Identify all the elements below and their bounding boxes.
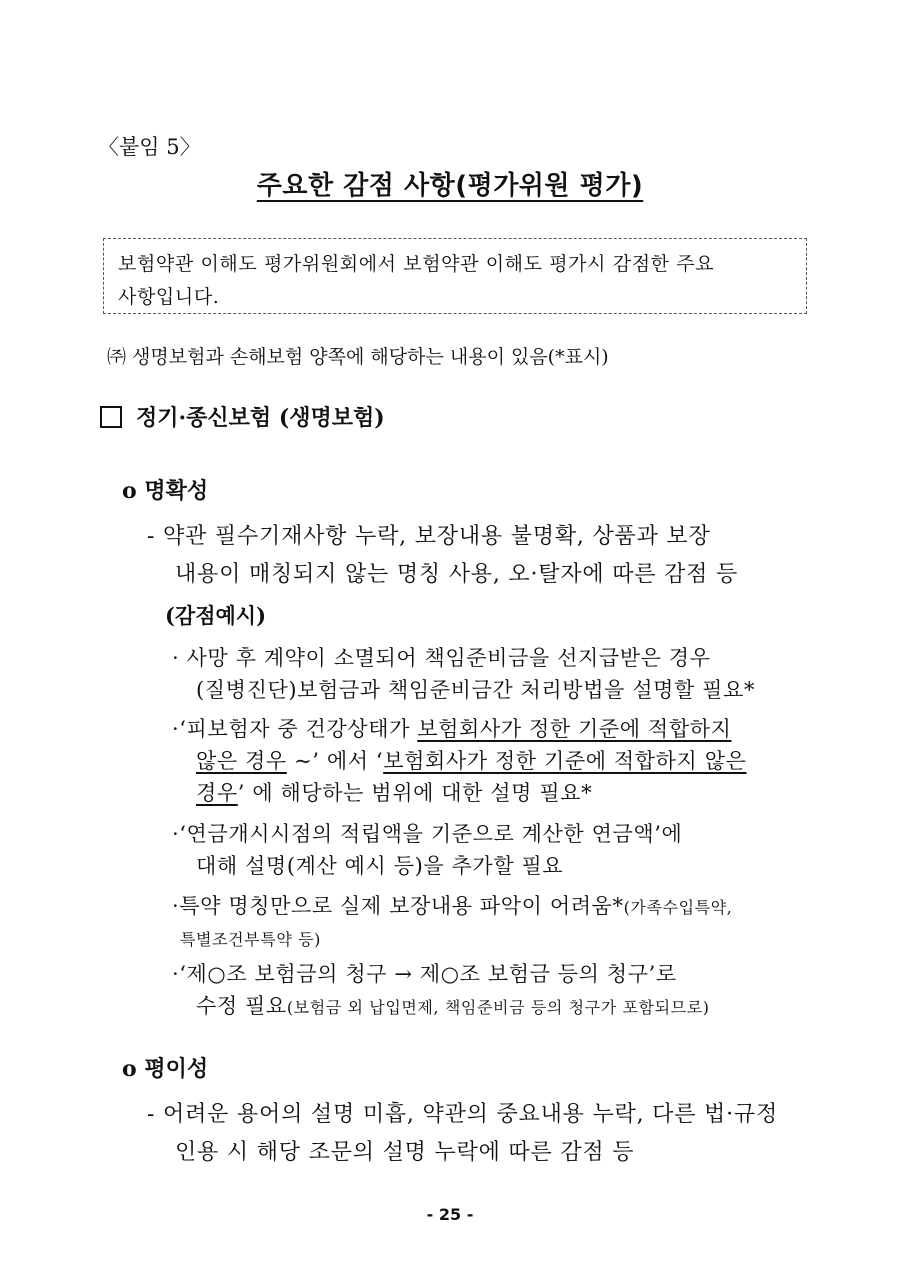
example-2-text-3b: ’ 에 해당하는 범위에 대한 설명 필요*	[237, 781, 593, 805]
clarity-desc-line-1: - 약관 필수기재사항 누락, 보장내용 불명확, 상품과 보장	[147, 524, 711, 549]
example-2-underlined-4: 경우	[196, 781, 238, 805]
clarity-description	[147, 518, 738, 594]
example-2-text-1a: ·‘피보험자 중 건강상태가	[172, 717, 418, 741]
example-2-underlined-1: 보험회사가 정한 기준에 적합하지	[417, 717, 732, 741]
page-number: - 25 -	[426, 1205, 474, 1224]
example-item-2	[172, 713, 746, 809]
example-4-line-1	[172, 890, 732, 924]
example-2-underlined-2: 않은 경우	[196, 749, 287, 773]
example-2-text-2b: ~’ 에서 ‘	[286, 749, 384, 773]
examples-label: (감점예시)	[165, 603, 267, 628]
example-4-main: ·특약 명칭만으로 실제 보장내용 파악이 어려움*	[172, 894, 624, 918]
notice-box	[103, 238, 807, 314]
example-5-text-2a: 수정 필요	[196, 994, 287, 1018]
subheading-ease: o 평이성	[122, 1056, 209, 1082]
example-1-line-2: (질병진단)보험금과 책임준비금간 처리방법을 설명할 필요*	[196, 678, 756, 702]
example-2-line-1	[172, 713, 746, 745]
attachment-label: 〈붙임 5〉	[98, 135, 201, 159]
page-title-text: 주요한 감점 사항(평가위원 평가)	[256, 171, 644, 201]
example-2-line-2	[172, 745, 746, 777]
example-3-line-2: 대해 설명(계산 예시 등)을 추가할 필요	[196, 854, 564, 878]
ease-desc-line-2: 인용 시 해당 조문의 설명 누락에 따른 감점 등	[175, 1140, 635, 1165]
clarity-desc-line-2: 내용이 매칭되지 않는 명칭 사용, 오·탈자에 따른 감점 등	[175, 562, 739, 587]
example-5-line-1: ·‘제○조 보험금의 청구 → 제○조 보험금 등의 청구’로	[172, 962, 677, 986]
section-title: 정기·종신보험 (생명보험)	[136, 405, 385, 431]
subheading-clarity: o 명확성	[122, 478, 209, 504]
example-2-line-3	[172, 777, 746, 809]
example-1-line-1: · 사망 후 계약이 소멸되어 책임준비금을 선지급받은 경우	[172, 646, 711, 670]
example-item-4	[172, 890, 732, 956]
example-item-5	[172, 958, 710, 1024]
example-4-small-1: (가족수입특약,	[623, 898, 733, 917]
section-heading	[100, 401, 385, 432]
example-item-3	[172, 818, 682, 882]
notice-line-2: 사항입니다.	[118, 286, 220, 308]
example-2-underlined-3: 보험회사가 정한 기준에 적합하지 않은	[383, 749, 747, 773]
example-5-small: (보험금 외 납입면제, 책임준비금 등의 청구가 포함되므로)	[286, 998, 710, 1017]
page-title	[0, 165, 900, 202]
example-3-line-1: ·‘연금개시시점의 적립액을 기준으로 계산한 연금액’에	[172, 822, 683, 846]
ease-description	[147, 1096, 778, 1172]
note-line: ㈜ 생명보험과 손해보험 양쪽에 해당하는 내용이 있음(*표시)	[107, 346, 609, 368]
ease-desc-line-1: - 어려운 용어의 설명 미흡, 약관의 중요내용 누락, 다른 법·규정	[147, 1102, 779, 1127]
checkbox-icon	[100, 406, 122, 428]
notice-line-1: 보험약관 이해도 평가위원회에서 보험약관 이해도 평가시 감점한 주요	[118, 253, 715, 275]
example-item-1	[172, 642, 755, 706]
example-5-line-2	[172, 990, 710, 1024]
example-4-small-2: 특별조건부특약 등)	[180, 930, 321, 949]
